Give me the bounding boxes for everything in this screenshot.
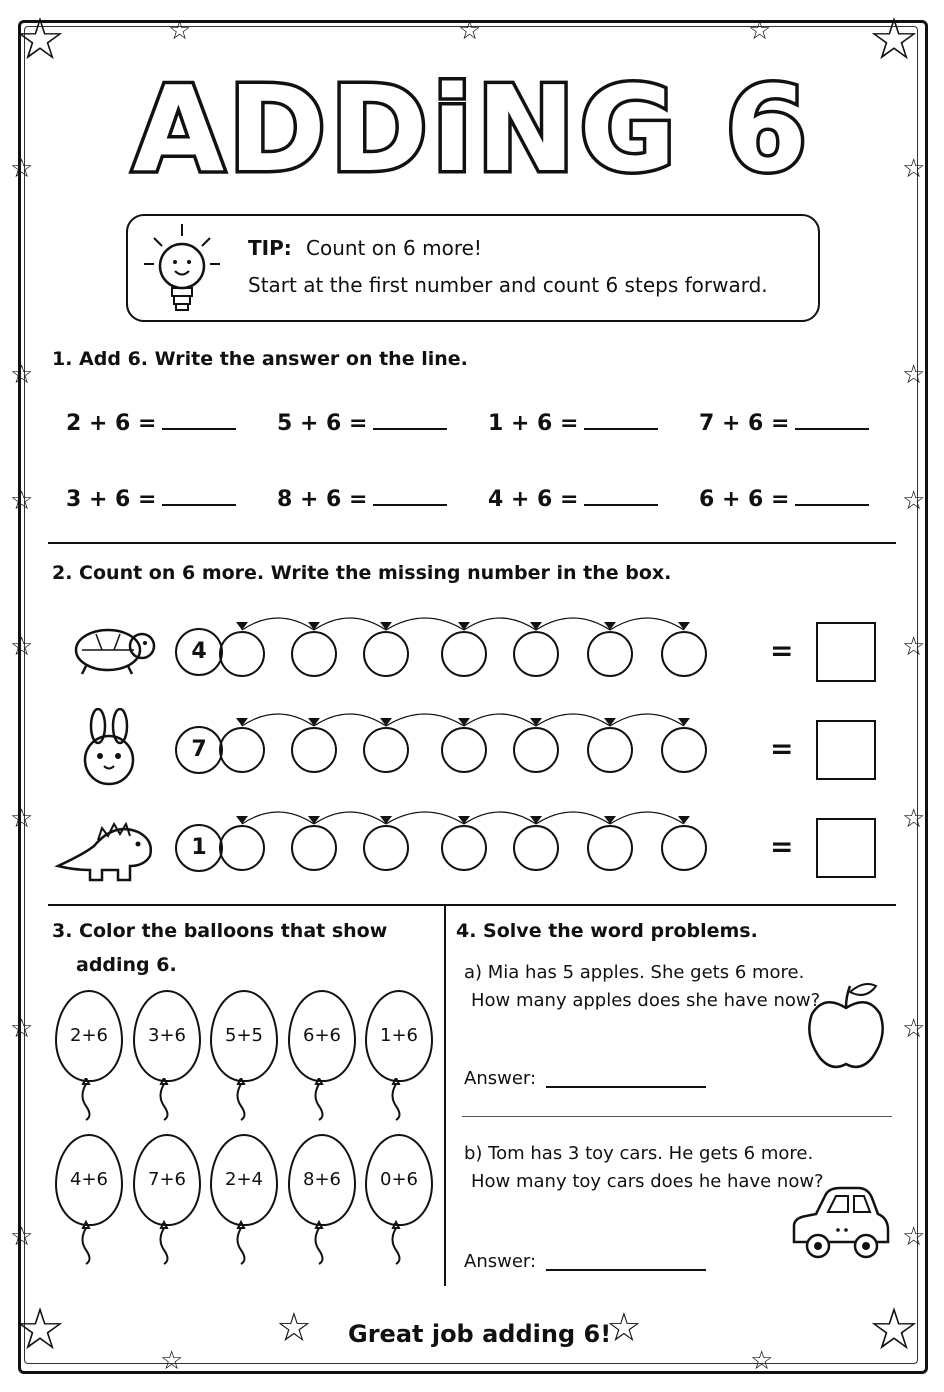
balloon[interactable]: 1+6: [365, 990, 433, 1082]
star-icon: ☆: [606, 1305, 642, 1351]
star-icon: ☆: [276, 1305, 312, 1351]
balloon[interactable]: 6+6: [288, 990, 356, 1082]
addition-problem: 1 + 6 =: [488, 410, 658, 436]
column-divider: [444, 906, 446, 1286]
star-icon: ☆: [14, 5, 66, 73]
answer-line[interactable]: [373, 486, 447, 506]
equals-sign: =: [770, 732, 794, 765]
star-icon: ☆: [14, 1295, 66, 1363]
balloon[interactable]: 0+6: [365, 1134, 433, 1226]
addition-problem: 7 + 6 =: [699, 410, 869, 436]
balloon[interactable]: 3+6: [133, 990, 201, 1082]
tip-line-1: Count on 6 more!: [306, 236, 482, 260]
section-3-heading-line-2: adding 6.: [76, 954, 177, 976]
balloon[interactable]: 7+6: [133, 1134, 201, 1226]
divider: [462, 1116, 892, 1117]
answer-line[interactable]: [584, 410, 658, 430]
count-on-jumps: [214, 600, 714, 890]
answer-box[interactable]: [816, 622, 876, 682]
dinosaur-icon: [54, 814, 158, 886]
section-3-heading: 3. Color the balloons that show: [52, 920, 388, 942]
answer-line[interactable]: [795, 410, 869, 430]
answer-label: Answer:: [464, 1251, 537, 1272]
star-icon: ☆: [750, 1346, 774, 1376]
word-problem-a-line-2: How many apples does she have now?: [471, 990, 821, 1011]
star-icon: ☆: [10, 632, 34, 662]
page-title: ADDiNG 6: [132, 60, 812, 198]
star-icon: ☆: [748, 16, 772, 46]
toy-car-icon: [788, 1184, 892, 1264]
answer-line[interactable]: [546, 1070, 706, 1088]
star-icon: ☆: [10, 360, 34, 390]
star-icon: ☆: [168, 16, 192, 46]
answer-line[interactable]: [373, 410, 447, 430]
balloon[interactable]: 4+6: [55, 1134, 123, 1226]
answer-line[interactable]: [795, 486, 869, 506]
lightbulb-icon: [140, 220, 230, 316]
answer-line[interactable]: [162, 486, 236, 506]
star-icon: ☆: [902, 154, 926, 184]
answer-box[interactable]: [816, 720, 876, 780]
apple-icon: [804, 980, 890, 1074]
section-2-heading: 2. Count on 6 more. Write the missing number in the box.: [52, 562, 672, 584]
balloon[interactable]: 2+4: [210, 1134, 278, 1226]
equals-sign: =: [770, 830, 794, 863]
star-icon: ☆: [902, 1222, 926, 1252]
section-1-heading: 1. Add 6. Write the answer on the line.: [52, 348, 468, 370]
answer-line[interactable]: [584, 486, 658, 506]
balloon-strings: [55, 1078, 435, 1268]
balloon[interactable]: 8+6: [288, 1134, 356, 1226]
start-number: 4: [175, 628, 223, 676]
equals-sign: =: [770, 634, 794, 667]
star-icon: ☆: [868, 5, 920, 73]
addition-problem: 8 + 6 =: [277, 486, 447, 512]
star-icon: ☆: [160, 1346, 184, 1376]
addition-problem: 3 + 6 =: [66, 486, 236, 512]
start-number: 7: [175, 726, 223, 774]
addition-problem: 5 + 6 =: [277, 410, 447, 436]
star-icon: ☆: [902, 486, 926, 516]
answer-box[interactable]: [816, 818, 876, 878]
bunny-icon: [74, 708, 146, 788]
balloon[interactable]: 5+5: [210, 990, 278, 1082]
star-icon: ☆: [10, 804, 34, 834]
balloon[interactable]: 2+6: [55, 990, 123, 1082]
addition-problem: 6 + 6 =: [699, 486, 869, 512]
word-problem-b-line-1: b) Tom has 3 toy cars. He gets 6 more.: [464, 1143, 814, 1164]
answer-line[interactable]: [162, 410, 236, 430]
star-icon: ☆: [458, 16, 482, 46]
word-problem-b-line-2: How many toy cars does he have now?: [471, 1171, 824, 1192]
star-icon: ☆: [902, 1014, 926, 1044]
star-icon: ☆: [10, 1222, 34, 1252]
addition-problem: 4 + 6 =: [488, 486, 658, 512]
addition-problem: 2 + 6 =: [66, 410, 236, 436]
star-icon: ☆: [10, 486, 34, 516]
star-icon: ☆: [868, 1295, 920, 1363]
answer-line[interactable]: [546, 1253, 706, 1271]
footer-message: Great job adding 6!: [348, 1320, 612, 1348]
turtle-icon: [68, 620, 160, 676]
divider: [48, 542, 896, 544]
divider: [48, 904, 896, 906]
star-icon: ☆: [10, 1014, 34, 1044]
word-problem-a-line-1: a) Mia has 5 apples. She gets 6 more.: [464, 962, 805, 983]
star-icon: ☆: [902, 360, 926, 390]
star-icon: ☆: [10, 154, 34, 184]
section-4-heading: 4. Solve the word problems.: [456, 920, 758, 942]
tip-line-2: Start at the first number and count 6 steps forward.: [248, 273, 768, 297]
star-icon: ☆: [902, 632, 926, 662]
answer-label: Answer:: [464, 1068, 537, 1089]
start-number: 1: [175, 824, 223, 872]
tip-label: TIP:: [248, 236, 292, 260]
star-icon: ☆: [902, 804, 926, 834]
tip-box: [126, 214, 820, 322]
